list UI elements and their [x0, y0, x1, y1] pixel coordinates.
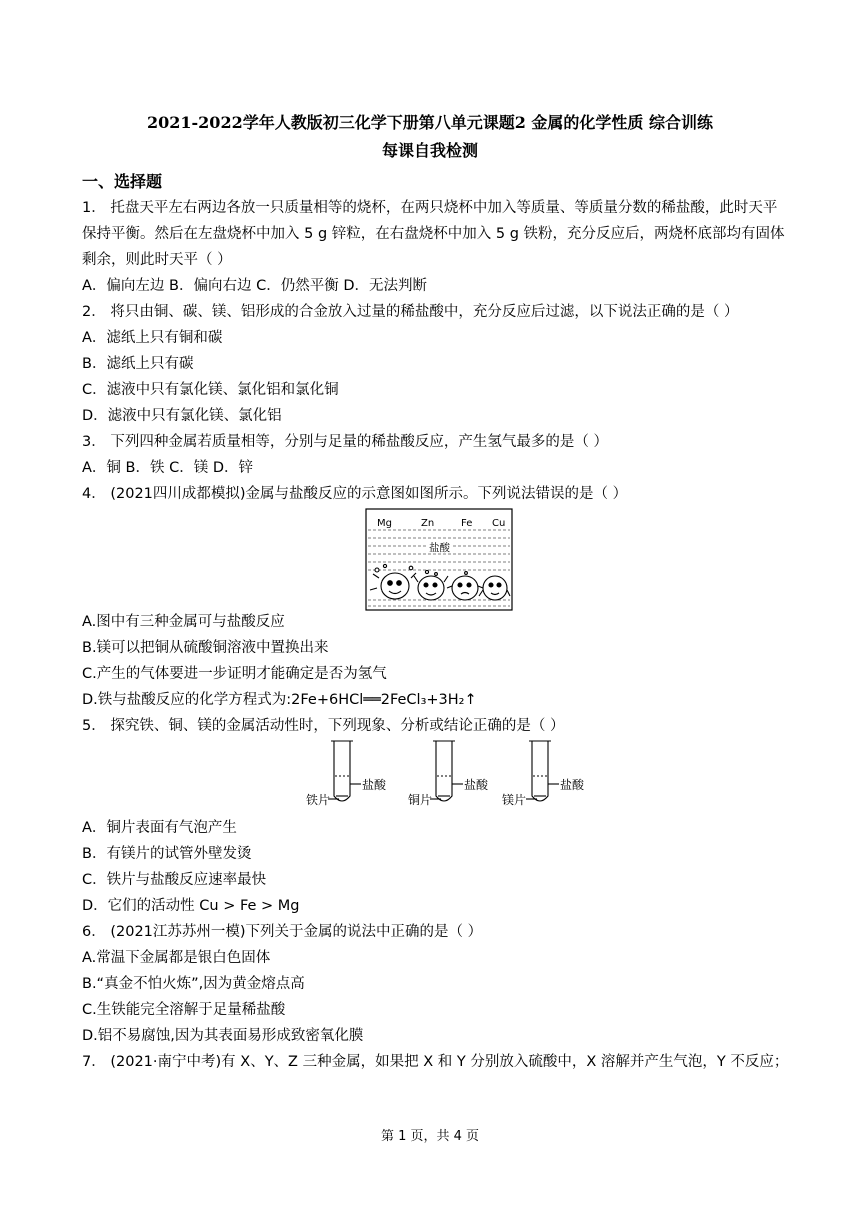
q4-option-c: C.产生的气体要进一步证明才能确定是否为氢气	[82, 666, 387, 682]
q5-option-b: B．有镁片的试管外壁发烫	[82, 846, 252, 862]
q6-stem: 6． (2021江苏苏州一模)下列关于金属的说法中正确的是（ ）	[82, 924, 483, 940]
iron-tube	[328, 741, 361, 801]
q3-options: A．铜 B．铁 C．镁 D．锌	[82, 460, 253, 476]
copper-tube	[430, 741, 463, 801]
section-heading: 一、选择题	[82, 172, 163, 191]
q6-option-a: A.常温下金属都是银白色固体	[82, 950, 271, 966]
metal-label-cu: Cu	[492, 518, 506, 529]
q5-option-d: D．它们的活动性 Cu > Fe > Mg	[82, 898, 300, 914]
q7-stem: 7． (2021·南宁中考)有 X、Y、Z 三种金属，如果把 X 和 Y 分别放入硫酸中，X 溶解并产生气泡，Y 不反应；	[82, 1054, 789, 1070]
q2-option-d: D．滤液中只有氯化镁、氯化铝	[82, 408, 282, 424]
metal-label-zn: Zn	[421, 518, 435, 529]
q6-option-d: D.铝不易腐蚀,因为其表面易形成致密氧化膜	[82, 1028, 364, 1044]
q3-stem: 3． 下列四种金属若质量相等，分别与足量的稀盐酸反应，产生氢气最多的是（ ）	[82, 434, 608, 450]
acid-label-1: 盐酸	[362, 778, 387, 792]
q1-options: A．偏向左边 B．偏向右边 C．仍然平衡 D．无法判断	[82, 278, 427, 294]
acid-label-3: 盐酸	[560, 778, 585, 792]
q4-option-a: A.图中有三种金属可与盐酸反应	[82, 614, 285, 630]
q4-option-b: B.镁可以把铜从硫酸铜溶液中置换出来	[82, 640, 329, 656]
document-title: 2021-2022学年人教版初三化学下册第八单元课题2 金属的化学性质 综合训练	[147, 113, 713, 132]
metal-label-iron: 铁片	[306, 793, 331, 807]
q4-option-d: D.铁与盐酸反应的化学方程式为:2Fe+6HCl══2FeCl₃+3H₂↑	[82, 692, 477, 708]
metal-label-fe: Fe	[461, 518, 473, 529]
q1-stem-line-1: 1． 托盘天平左右两边各放一只质量相等的烧杯，在两只烧杯中加入等质量、等质量分数的稀盐酸，此时天平	[82, 200, 778, 216]
document-subtitle: 每课自我检测	[381, 141, 478, 160]
q1-stem-line-2: 保持平衡。然后在左盘烧杯中加入 5 g 锌粒，在右盘烧杯中加入 5 g 铁粉，充分反应后，两烧杯底部均有固体	[82, 226, 785, 242]
acid-label: 盐酸	[429, 542, 450, 554]
q4-stem: 4． (2021四川成都模拟)金属与盐酸反应的示意图如图所示。下列说法错误的是（ ）	[82, 486, 628, 502]
metal-label-magnesium: 镁片	[502, 793, 527, 807]
metal-label-copper: 铜片	[408, 793, 433, 807]
acid-label-2: 盐酸	[464, 778, 489, 792]
q6-option-b: B.“真金不怕火炼”,因为黄金熔点高	[82, 976, 305, 992]
q5-option-c: C．铁片与盐酸反应速率最快	[82, 872, 267, 888]
q2-option-b: B．滤纸上只有碳	[82, 356, 194, 372]
metal-acid-reaction-figure	[365, 508, 513, 611]
q5-stem: 5． 探究铁、铜、镁的金属活动性时，下列现象、分析或结论正确的是（ ）	[82, 718, 565, 734]
metal-label-mg: Mg	[377, 518, 392, 529]
q1-stem-line-3: 剩余，则此时天平（ ）	[82, 252, 232, 268]
q6-option-c: C.生铁能完全溶解于足量稀盐酸	[82, 1002, 286, 1018]
q2-option-a: A．滤纸上只有铜和碳	[82, 330, 223, 346]
q2-option-c: C．滤液中只有氯化镁、氯化铝和氯化铜	[82, 382, 339, 398]
q2-stem: 2． 将只由铜、碳、镁、铝形成的合金放入过量的稀盐酸中，充分反应后过滤，以下说法正确的是（ ）	[82, 304, 739, 320]
page-footer: 第 1 页，共 4 页	[380, 1129, 480, 1144]
magnesium-tube	[526, 741, 559, 801]
q5-option-a: A．铜片表面有气泡产生	[82, 820, 237, 836]
test-tubes-figure	[305, 738, 590, 810]
